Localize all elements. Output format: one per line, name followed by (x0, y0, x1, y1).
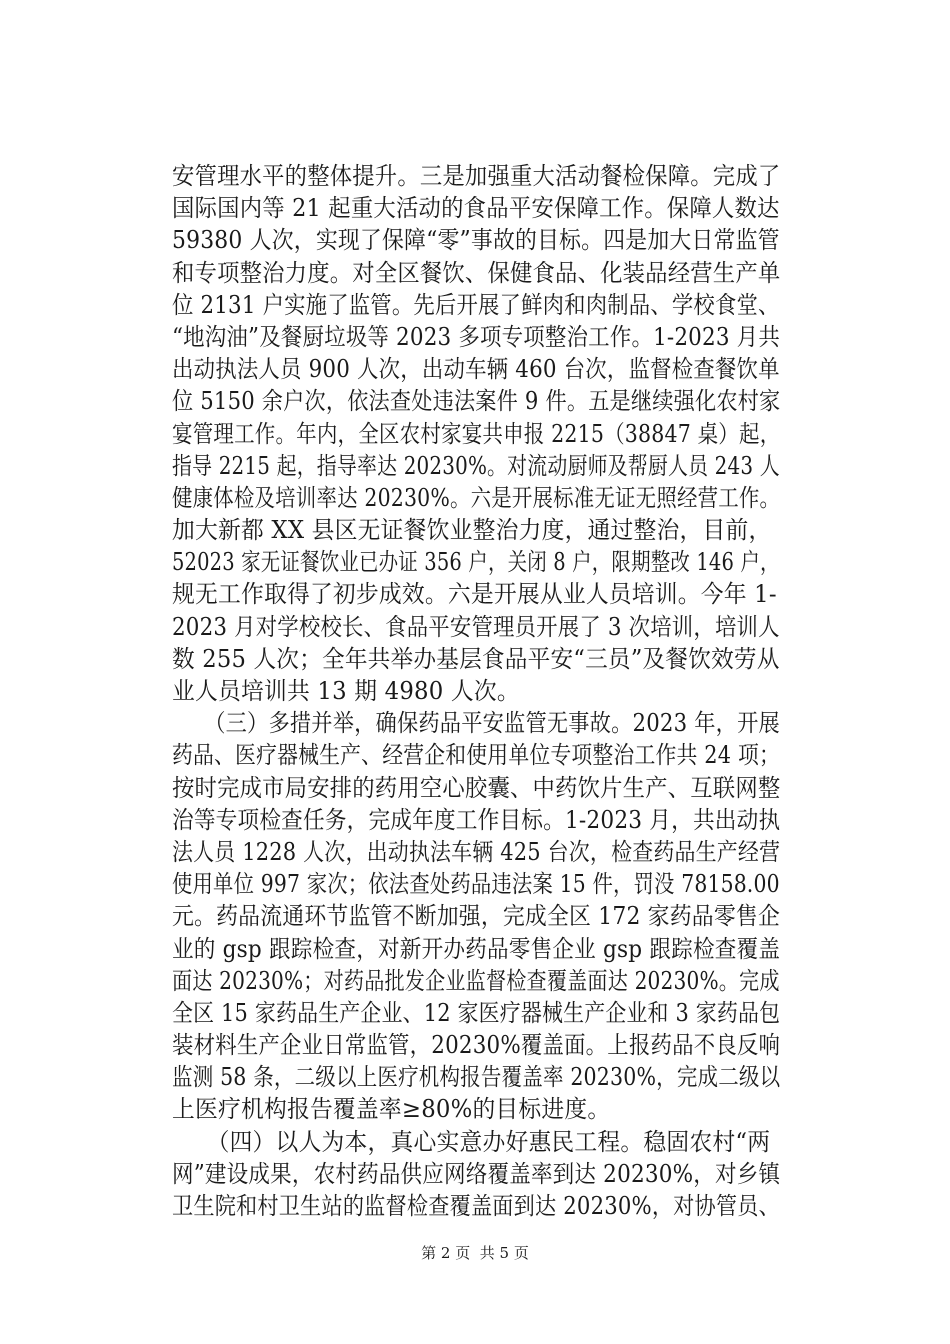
text-line: 2023 月对学校校长、食品平安管理员开展了 3 次培训，培训人 (172, 612, 780, 641)
text-line: 健康体检及培训率达 20230%。六是开展标准无证无照经营工作。 (172, 483, 781, 512)
text-line: 数 255 人次；全年共举办基层食品平安“三员”及餐饮效劳从 (172, 644, 780, 673)
text-line: 指导 2215 起，指导率达 20230%。对流动厨师及帮厨人员 243 人 (172, 451, 780, 480)
text-line: 加大新都 XX 县区无证餐饮业整治力度，通过整治，目前， (172, 516, 772, 545)
text-line: 上医疗机构报告覆盖率≥80%的目标进度。 (172, 1095, 611, 1124)
text-line: 全区 15 家药品生产企业、12 家医疗器械生产企业和 3 家药品包 (172, 998, 781, 1027)
text-line: 按时完成市局安排的药用空心胶囊、中药饮片生产、互联网整 (172, 773, 781, 802)
text-line: “地沟油”及餐厨垃圾等 2023 多项专项整治工作。1-2023 月共 (172, 322, 780, 351)
text-line: 出动执法人员 900 人次，出动车辆 460 台次，监督检查餐饮单 (172, 355, 780, 384)
text-line: （三）多措并举，确保药品平安监管无事故。2023 年，开展 (172, 709, 780, 738)
page-footer (0, 1243, 950, 1263)
text-line: 法人员 1228 人次，出动执法车辆 425 台次，检查药品生产经营 (172, 837, 781, 866)
page-number: 第 2 页 共 5 页 (421, 1244, 529, 1262)
text-line: 治等专项检查任务，完成年度工作目标。1-2023 月，共出动执 (172, 805, 781, 834)
text-line: 装材料生产企业日常监管，20230%覆盖面。上报药品不良反响 (172, 1031, 781, 1060)
text-line: 网”建设成果，农村药品供应网络覆盖率到达 20230%，对乡镇 (172, 1159, 781, 1188)
text-line: 和专项整治力度。对全区餐饮、保健食品、化装品经营生产单 (172, 258, 781, 287)
text-line: 使用单位 997 家次；依法查处药品违法案 15 件，罚没 78158.00 (172, 870, 780, 899)
text-line: 面达 20230%；对药品批发企业监督检查覆盖面达 20230%。完成 (172, 966, 780, 995)
text-line: 业人员培训共 13 期 4980 人次。 (172, 677, 520, 705)
text-line: 59380 人次，实现了保障“零”事故的目标。四是加大日常监管 (172, 226, 780, 255)
text-line: 位 2131 户实施了监管。先后开展了鲜肉和肉制品、学校食堂、 (172, 290, 780, 319)
text-line: 元。药品流通环节监管不断加强，完成全区 172 家药品零售企 (172, 902, 781, 931)
text-line: 宴管理工作。年内，全区农村家宴共申报 2215（38847 桌）起， (172, 419, 781, 448)
text-line: 药品、医疗器械生产、经营企和使用单位专项整治工作共 24 项； (172, 741, 781, 770)
text-line: 卫生院和村卫生站的监督检查覆盖面到达 20230%，对协管员、 (172, 1192, 780, 1220)
text-line: 安管理水平的整体提升。三是加强重大活动餐检保障。完成了 (172, 162, 781, 190)
text-line: 监测 58 条，二级以上医疗机构报告覆盖率 20230%，完成二级以 (172, 1063, 781, 1092)
text-line: 52023 家无证餐饮业已办证 356 户，关闭 8 户，限期整改 146 户， (172, 548, 780, 577)
text-line: 位 5150 余户次，依法查处违法案件 9 件。五是继续强化农村家 (172, 387, 781, 416)
text-line: 规无工作取得了初步成效。六是开展从业人员培训。今年 1- (172, 580, 777, 609)
text-line: （四）以人为本，真心实意办好惠民工程。稳固农村“两 (172, 1127, 771, 1156)
text-line: 国际国内等 21 起重大活动的食品平安保障工作。保障人数达 (172, 194, 780, 223)
text-line: 业的 gsp 跟踪检查，对新开办药品零售企业 gsp 跟踪检查覆盖 (172, 934, 781, 963)
body-text (172, 160, 812, 1222)
